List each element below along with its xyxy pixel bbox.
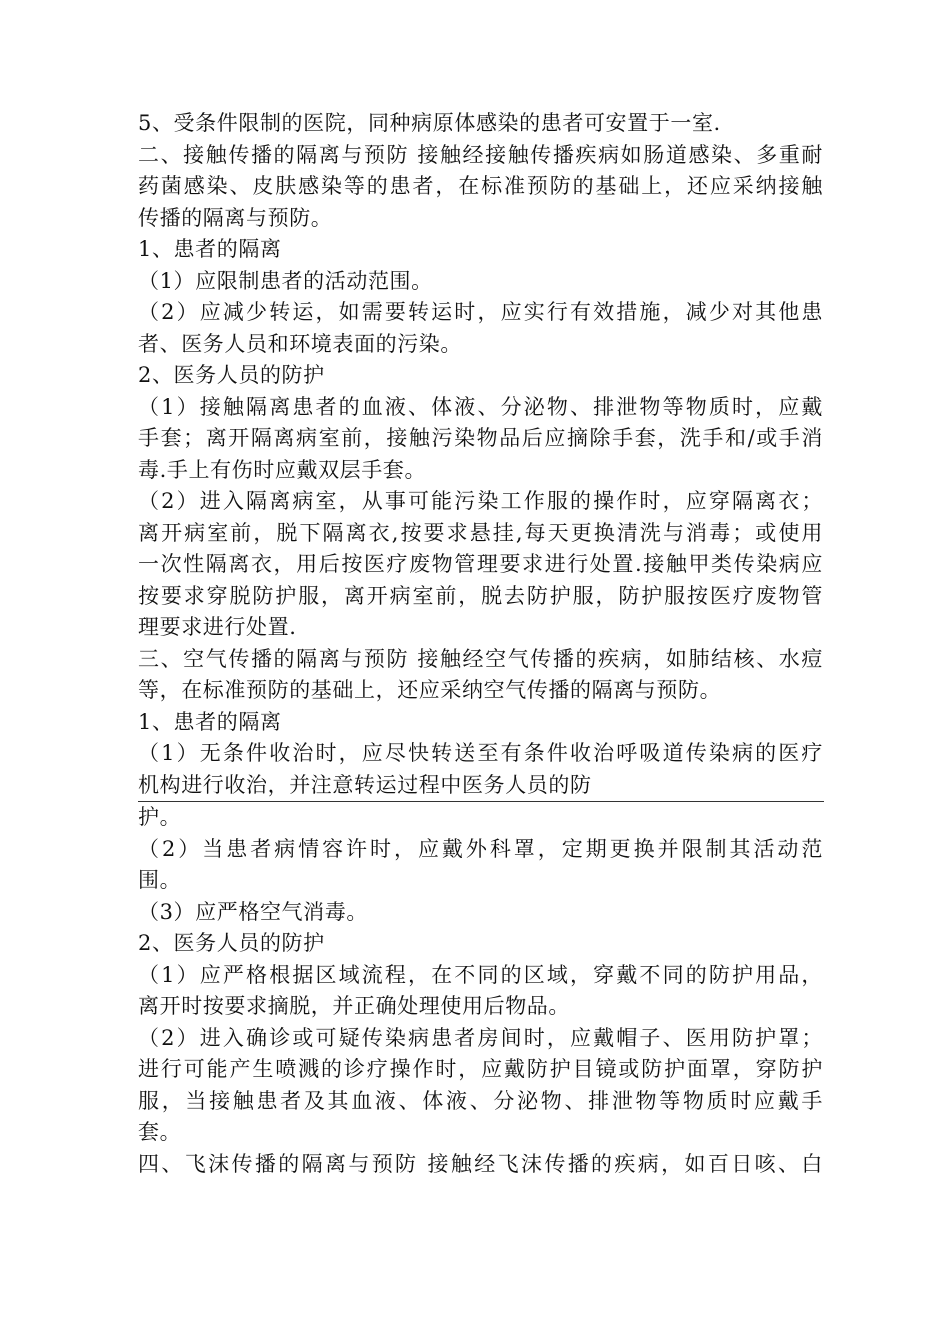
page-break-line: 机构进行收治，并注意转运过程中医务人员的防 xyxy=(138,770,824,803)
subheading: 1、患者的隔离 xyxy=(138,237,282,261)
text-line: 药菌感染、皮肤感染等的患者，在标准预防的基础上，还应采纳接触 xyxy=(138,174,823,198)
section-heading-airborne: 三、空气传播的隔离与预防 接触经空气传播的疾病，如肺结核、水痘 xyxy=(138,646,823,671)
document-body xyxy=(138,108,828,1180)
text-line: 5、受条件限制的医院，同种病原体感染的患者可安置于一室. xyxy=(138,111,721,135)
text-line: 一次性隔离衣，用后按医疗废物管理要求进行处置.接触甲类传染病应 xyxy=(138,552,823,576)
text-line: 围。 xyxy=(138,868,182,892)
text-line: 者、医务人员和环境表面的污染。 xyxy=(138,331,462,356)
text-line: 护。 xyxy=(138,805,182,829)
list-item: （2）进入隔离病室，从事可能污染工作服的操作时，应穿隔离衣； xyxy=(138,489,823,513)
list-item: （1）无条件收治时，应尽快转送至有条件收治呼吸道传染病的医疗 xyxy=(138,741,823,765)
text-line: 理要求进行处置. xyxy=(138,615,297,639)
subheading: 2、医务人员的防护 xyxy=(138,931,325,955)
list-item: （3）应严格空气消毒。 xyxy=(138,899,368,924)
text-line: 按要求穿脱防护服，离开病室前，脱去防护服，防护服按医疗废物管 xyxy=(138,583,823,608)
section-heading-droplet: 四、飞沫传播的隔离与预防 接触经飞沫传播的疾病，如百日咳、白 xyxy=(138,1151,823,1176)
text-line: 传播的隔离与预防。 xyxy=(138,205,333,230)
text-line: 等，在标准预防的基础上，还应采纳空气传播的隔离与预防。 xyxy=(138,678,722,702)
text-line: 套。 xyxy=(138,1120,182,1144)
list-item: （1）应严格根据区域流程，在不同的区域，穿戴不同的防护用品， xyxy=(138,962,823,987)
text-line: 进行可能产生喷溅的诊疗操作时，应戴防护目镜或防护面罩，穿防护 xyxy=(138,1057,823,1081)
list-item: （2）进入确诊或可疑传染病患者房间时，应戴帽子、医用防护罩； xyxy=(138,1025,823,1050)
list-item: （1）应限制患者的活动范围。 xyxy=(138,268,433,293)
text-line: 离开时按要求摘脱，并正确处理使用后物品。 xyxy=(138,994,570,1018)
list-item: （2）当患者病情容许时，应戴外科罩，定期更换并限制其活动范 xyxy=(138,836,823,861)
subheading: 1、患者的隔离 xyxy=(138,709,282,734)
text-line: 手套；离开隔离病室前，接触污染物品后应摘除手套，洗手和/或手消 xyxy=(138,426,823,450)
subheading: 2、医务人员的防护 xyxy=(138,363,325,387)
section-heading-contact: 二、接触传播的隔离与预防 接触经接触传播疾病如肠道感染、多重耐 xyxy=(138,142,823,167)
text-line: 服，当接触患者及其血液、体液、分泌物、排泄物等物质时应戴手 xyxy=(138,1088,823,1113)
list-item: （1）接触隔离患者的血液、体液、分泌物、排泄物等物质时，应戴 xyxy=(138,394,823,419)
list-item: （2）应减少转运，如需要转运时，应实行有效措施，减少对其他患 xyxy=(138,300,823,324)
text-line: 毒.手上有伤时应戴双层手套。 xyxy=(138,457,427,482)
text-line: 离开病室前，脱下隔离衣,按要求悬挂,每天更换清洗与消毒；或使用 xyxy=(138,520,823,545)
